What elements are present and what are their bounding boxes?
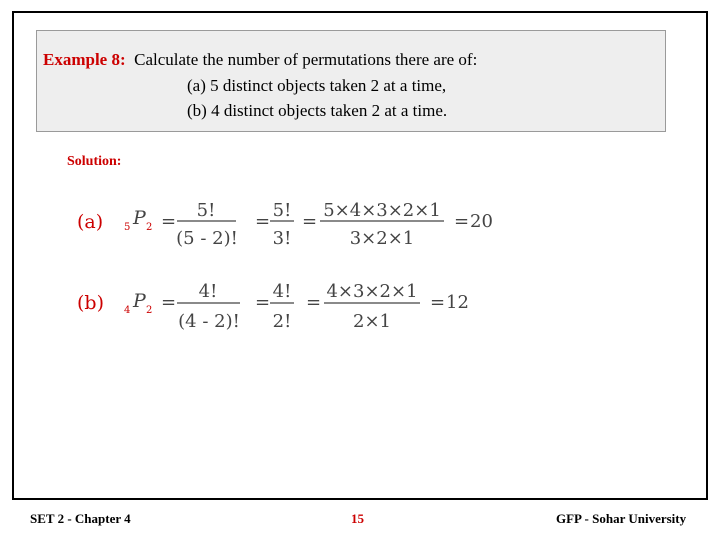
equation-b-f1-den: (4 - 2)! (178, 311, 240, 332)
footer-right: GFP - Sohar University (556, 511, 687, 526)
equation-a-f3-den: 3×2×1 (349, 228, 415, 249)
equation-b-f2-den: 2! (272, 311, 292, 332)
equation-b-eq3: = (306, 292, 322, 313)
equation-b (77, 281, 469, 332)
equation-b-n: 4 (124, 305, 131, 316)
equation-b-part: (b) (77, 292, 104, 314)
equation-a-result: 20 (470, 211, 493, 232)
equation-a-eq2: = (255, 211, 271, 232)
equation-a-r: 2 (146, 222, 153, 233)
solution-label: Solution: (67, 154, 122, 169)
equation-b-f3-num: 4×3×2×1 (326, 281, 418, 302)
equation-a-f2-den: 3! (272, 228, 292, 249)
equation-a-eq4: = (454, 211, 470, 232)
equation-b-p: P (133, 290, 146, 312)
equation-b-eq4: = (430, 292, 446, 313)
equation-a (77, 200, 493, 249)
equation-a-f1-den: (5 - 2)! (176, 228, 238, 249)
equation-b-r: 2 (146, 305, 153, 316)
equation-b-f2-num: 4! (272, 281, 292, 302)
equation-a-eq3: = (302, 211, 318, 232)
example-part-a: (a) 5 distinct objects taken 2 at a time, (187, 76, 447, 95)
footer-left: SET 2 - Chapter 4 (30, 511, 131, 526)
equation-a-p: P (133, 207, 146, 229)
equation-b-f1-num: 4! (198, 281, 218, 302)
example-part-b: (b) 4 distinct objects taken 2 at a time. (187, 101, 448, 120)
equation-a-f3-num: 5×4×3×2×1 (323, 200, 441, 221)
equation-b-eq2: = (255, 292, 271, 313)
example-label: Example 8: (43, 50, 126, 69)
equation-a-f2-num: 5! (272, 200, 292, 221)
equation-a-part: (a) (77, 211, 104, 233)
equation-b-eq1: = (161, 292, 177, 313)
equation-a-n: 5 (124, 222, 131, 233)
equation-a-f1-num: 5! (196, 200, 216, 221)
equation-a-eq1: = (161, 211, 177, 232)
equation-b-result: 12 (446, 292, 469, 313)
footer-page-number: 15 (351, 511, 364, 526)
example-prompt: Calculate the number of permutations there are of: (134, 50, 478, 69)
equation-b-f3-den: 2×1 (353, 311, 391, 332)
